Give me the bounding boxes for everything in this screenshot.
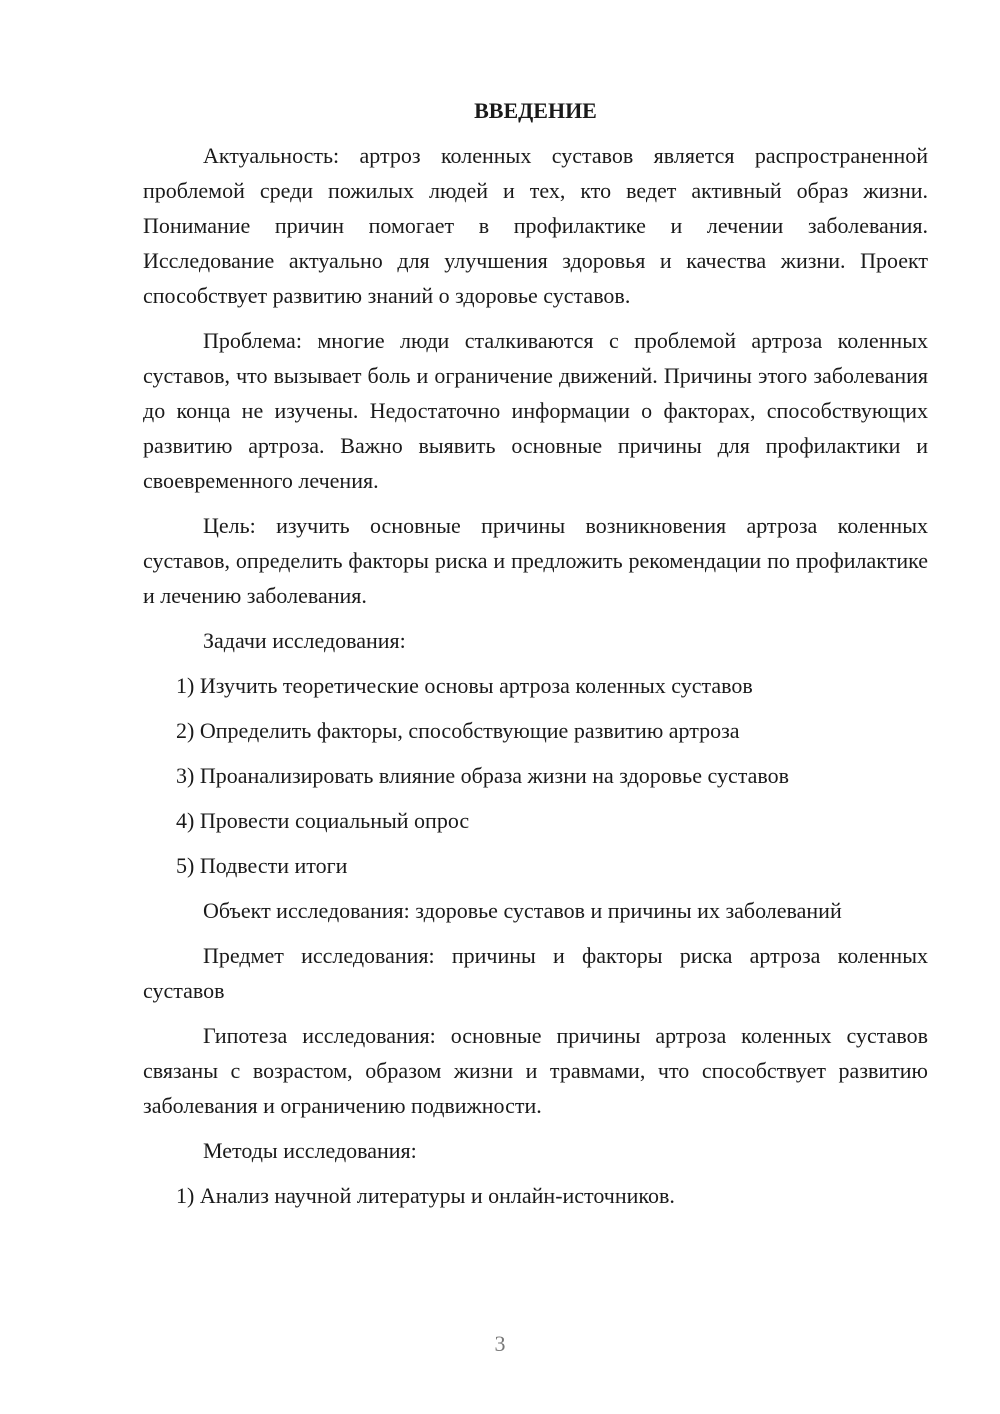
- task-item-3: 3) Проанализировать влияние образа жизни на здоровье суставов: [176, 763, 789, 788]
- task-item-4: 4) Провести социальный опрос: [176, 808, 470, 833]
- object-paragraph: Объект исследования: здоровье суставов и причины их заболеваний: [203, 898, 842, 923]
- methods-title: Методы исследования:: [203, 1138, 417, 1163]
- task-item-1: 1) Изучить теоретические основы артроза коленных суставов: [176, 673, 753, 698]
- problem-paragraph: Проблема: многие люди сталкиваются с проблемой артроза коленных суставов, что вызывает боль и ограничение движений. Причины этого заболевания до конца не изучены. Недостаточно информации о факторах, способствующих развитию артроза. Важно выявить основные причины для профилактики и своевременного лечения.: [143, 328, 928, 493]
- task-item-5: 5) Подвести итоги: [176, 853, 348, 878]
- relevance-paragraph: Актуальность: артроз коленных суставов является распространенной проблемой среди пожилых людей и тех, кто ведет активный образ жизни. Понимание причин помогает в профилактике и лечении заболевания. Исследование актуально для улучшения здоровья и качества жизни. Проект способствует развитию знаний о здоровье суставов.: [143, 143, 928, 308]
- method-item-1: 1) Анализ научной литературы и онлайн-источников.: [176, 1183, 675, 1208]
- hypothesis-paragraph: Гипотеза исследования: основные причины артроза коленных суставов связаны с возрастом, образом жизни и травмами, что способствует развитию заболевания и ограничению подвижности.: [143, 1023, 928, 1118]
- document-page: [143, 92, 928, 1223]
- task-item-2: 2) Определить факторы, способствующие развитию артроза: [176, 718, 740, 743]
- goal-paragraph: Цель: изучить основные причины возникновения артроза коленных суставов, определить факторы риска и предложить рекомендации по профилактике и лечению заболевания.: [143, 513, 928, 608]
- methods-list: [143, 1178, 928, 1213]
- tasks-title: Задачи исследования:: [203, 628, 406, 653]
- section-heading: ВВЕДЕНИЕ: [474, 98, 597, 123]
- tasks-list: [143, 668, 928, 883]
- page-number: 3: [494, 1331, 506, 1356]
- subject-paragraph: Предмет исследования: причины и факторы риска артроза коленных суставов: [143, 943, 928, 1003]
